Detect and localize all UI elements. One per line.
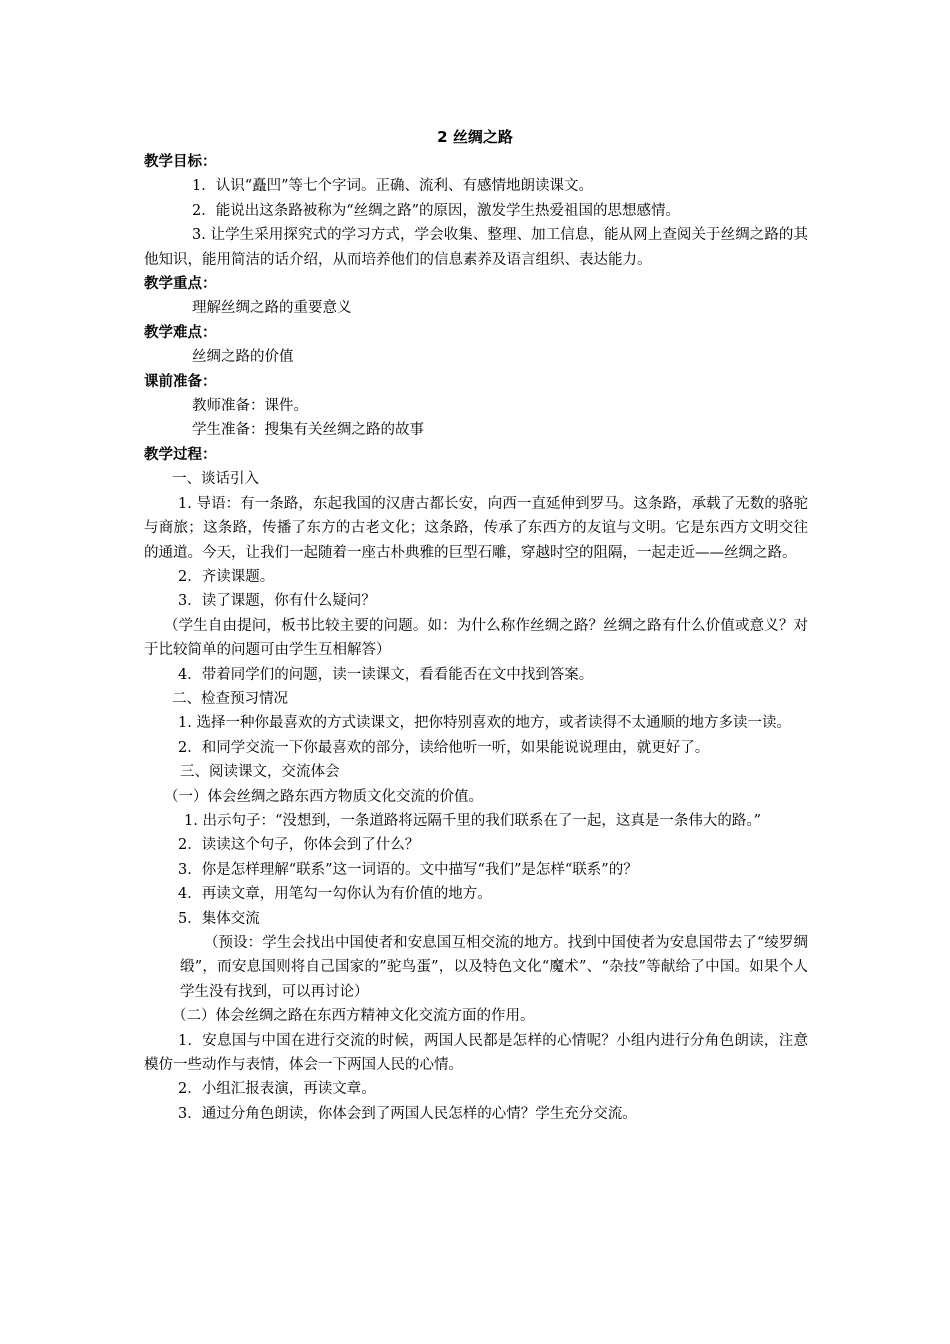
process-paragraph: 5．集体交流 — [178, 910, 260, 927]
process-paragraph: 4．带着同学们的问题，读一读课文，看看能否在文中找到答案。 — [178, 666, 594, 683]
process-paragraph: 1. 出示句子：“没想到，一条道路将远隔千里的我们联系在了一起，这真是一条伟大的路。” — [184, 812, 762, 829]
process-step-title: 三、阅读课文，交流体会 — [180, 764, 340, 781]
section-heading-process: 教学过程： — [144, 446, 217, 463]
process-subsection-title: （二）体会丝绸之路在东西方精神文化交流方面的作用。 — [172, 1008, 535, 1025]
process-paragraph: 2．和同学交流一下你最喜欢的部分，读给他听一听，如果能说说理由，就更好了。 — [178, 739, 710, 756]
process-note: （预设：学生会找出中国使者和安息国互相交流的地方。找到中国使者为安息国带去了“绫罗绸缎”，而安息国则将自己国家的”驼鸟蛋”，以及特色文化“魔术”、“杂技”等献给了中国。如果个人学生没有找到，可以再讨论） — [180, 935, 808, 1000]
process-paragraph: 2．齐读课题。 — [178, 568, 275, 585]
process-paragraph: 3．通过分角色朗读，你体会到了两国人民怎样的心情？学生充分交流。 — [178, 1105, 637, 1122]
section-heading-goals: 教学目标： — [144, 154, 217, 170]
process-step-title: 二、检查预习情况 — [172, 690, 288, 707]
goal-item: 3. 让学生采用探究式的学习方式，学会收集、整理、加工信息，能从网上查阅关于丝绸之路的其他知识，能用简洁的话介绍，从而培养他们的信息素养及语言组织、表达能力。 — [144, 227, 808, 268]
section-heading-difficulty: 教学难点： — [144, 324, 217, 341]
process-note: （学生自由提问，板书比较主要的问题。如：为什么称作丝绸之路？丝绸之路有什么价值或意义？对于比较简单的问题可由学生互相解答） — [144, 617, 808, 659]
process-paragraph: 2．小组汇报表演，再读文章。 — [178, 1081, 376, 1098]
process-paragraph: 1. 导语：有一条路，东起我国的汉唐古都长安，向西一直延伸到罗马。这条路，承载了无数的骆驼与商旅；这条路，传播了东方的古老文化；这条路，传承了东西方的友谊与文明。它是东西方文明交往的通道。今天，让我们一起随着一座古朴典雅的巨型石雕，穿越时空的阻隔，一起走近——丝绸之路。 — [144, 495, 808, 561]
document-title: 2 丝绸之路 — [437, 128, 513, 146]
process-paragraph: 1．安息国与中国在进行交流的时候，两国人民都是怎样的心情呢？小组内进行分角色朗读，注意模仿一些动作与表情，体会一下两国人民的心情。 — [144, 1032, 808, 1074]
section-heading-key: 教学重点： — [144, 276, 217, 293]
key-point-text: 理解丝绸之路的重要意义 — [192, 300, 352, 317]
process-step-title: 一、谈话引入 — [172, 471, 259, 488]
goal-item: 1．认识“矗凹”等七个字词。正确、流利、有感情地朗读课文。 — [192, 178, 594, 195]
section-heading-prep: 课前准备： — [144, 373, 217, 390]
prep-teacher-text: 教师准备：课件。 — [192, 398, 308, 415]
process-subsection-title: （一）体会丝绸之路东西方物质文化交流的价值。 — [164, 788, 483, 805]
difficulty-text: 丝绸之路的价值 — [192, 349, 294, 366]
prep-student-text: 学生准备：搜集有关丝绸之路的故事 — [192, 422, 424, 439]
process-paragraph: 1. 选择一种你最喜欢的方式读课文，把你特别喜欢的地方，或者读得不太通顺的地方多读一读。 — [178, 715, 791, 732]
document-body — [144, 150, 808, 1126]
process-paragraph: 3．你是怎样理解“联系”这一词语的。文中描写“我们”是怎样“联系”的？ — [178, 861, 638, 878]
process-paragraph: 4．再读文章，用笔勾一勾你认为有价值的地方。 — [178, 886, 492, 903]
goal-item: 2．能说出这条路被称为“丝绸之路”的原因，激发学生热爱祖国的思想感情。 — [192, 202, 681, 219]
process-paragraph: 2．读读这个句子，你体会到了什么？ — [178, 837, 420, 854]
process-paragraph: 3．读了课题，你有什么疑问？ — [178, 593, 376, 610]
